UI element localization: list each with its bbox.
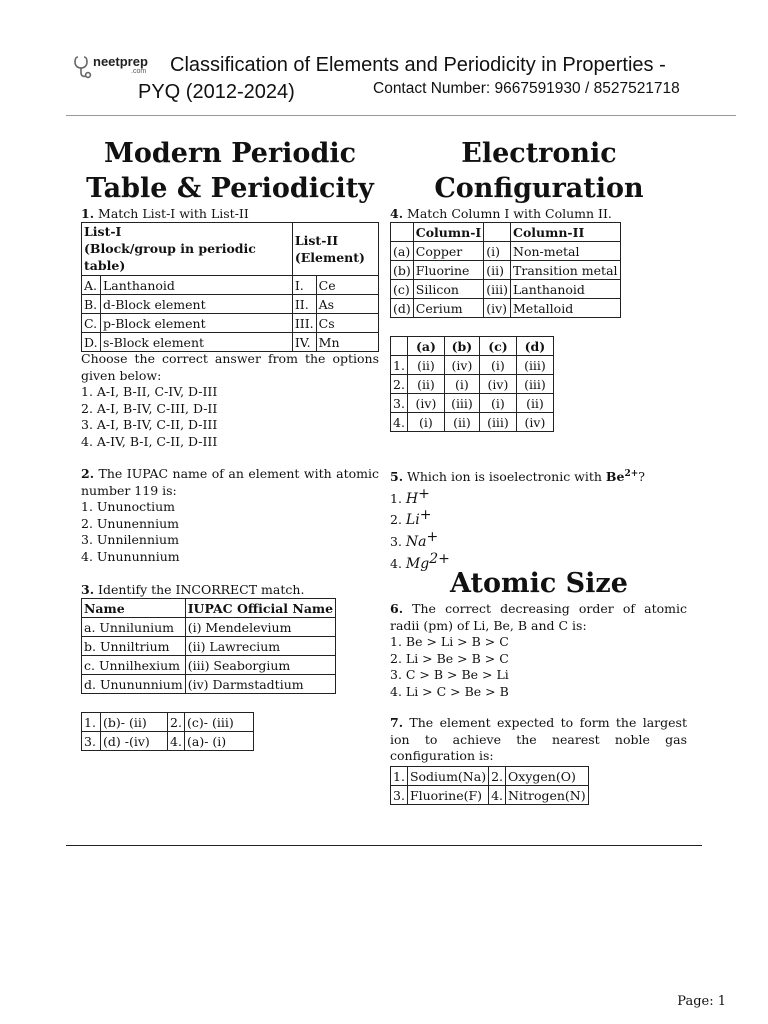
table-row: b. Unniltrium (ii) Lawrecium [82,637,336,656]
section-heading-periodic-table: Modern Periodic Table & Periodicity [86,138,374,204]
table-row: A. Lanthanoid I. Ce [82,276,379,295]
option: 3. Unnilennium [81,532,179,547]
table-row: (c) Silicon (iii) Lanthanoid [391,280,621,299]
question-5: 5. Which ion is isoelectronic with $Be^{2+}$? 1. H+ 2. Li+ 3. Na+ 4. $Mg^{2+}$ [390,466,702,572]
q1-col1-header: List-I (Block/group in periodic table) [82,223,293,276]
table-row: D. s-Block element IV. Mn [82,333,379,352]
option: 3. C > B > Be > Li [390,667,509,682]
document-title-line2: PYQ (2012-2024) [138,81,295,103]
q4-match-table: Column-I Column-II (a) Copper (i) Non-metal (b) Fluorine (ii) Transition metal (c) Silicon (iii) Lanthanoid (d) Cerium (iv) Metalloid [390,222,621,318]
option: 4. A-IV, B-I, C-II, D-III [81,433,218,449]
table-row: 1. Sodium(Na) 2. Oxygen(O) [391,767,589,786]
table-row: d. Unununnium (iv) Darmstadtium [82,675,336,694]
option: 3. Na+ [390,528,439,551]
table-row: 1. (ii) (iv) (i) (iii) [391,356,554,375]
question-2: 2. The IUPAC name of an element with atomic number 119 is: 1. Ununoctium 2. Ununennium 3. Unnilennium 4. Unununnium [81,466,379,564]
option: 1. Ununoctium [81,499,176,514]
section-heading-atomic-size: Atomic Size [450,568,628,599]
option: 2. Li+ [390,507,432,529]
option: 4. Unununnium [81,548,180,564]
option: 2. Ununennium [81,515,179,531]
q1-match-table [81,222,379,352]
section-heading-electronic-config: Electronic Configuration [434,138,644,204]
footer-divider [66,845,702,846]
page-number: Page: 1 [677,994,726,1009]
stethoscope-icon [73,54,95,80]
option: 1. H+ [390,485,430,507]
q1-col2-header: List-II (Element) [292,223,378,276]
table-row: (b) Fluorine (ii) Transition metal [391,261,621,280]
q3-answer-table [81,712,254,751]
document-title: Classification of Elements and Periodicity in Properties - [170,54,666,76]
table-row: 3. (d) -(iv) 4. (a)- (i) [82,732,254,751]
table-row: 2. (ii) (i) (iv) (iii) [391,375,554,394]
table-row: a. Unnilunium (i) Mendelevium [82,618,336,637]
option: 3. A-I, B-IV, C-II, D-III [81,417,218,432]
q4-answer-table: (a) (b) (c) (d) 1. (ii) (iv) (i) (iii) 2. (ii) (i) (iv) (iii) 3. (iv) (iii) (i) (ii) 4. (i) (ii) (iii) (iv) [390,336,554,432]
question-7: 7. The element expected to form the largest ion to achieve the nearest noble gas configuration is: [390,715,687,763]
q3-name-table: Name IUPAC Official Name a. Unnilunium (i) Mendelevium b. Unniltrium (ii) Lawrecium c. Unnilhexium (iii) Seaborgium d. Unununnium (iv) Darmstadtium [81,598,336,694]
option: 2. A-I, B-IV, C-III, D-II [81,400,218,416]
table-row: 3. Fluorine(F) 4. Nitrogen(N) [391,786,589,805]
table-row: 4. (i) (ii) (iii) (iv) [391,413,554,432]
option: 1. Be > Li > B > C [390,634,509,649]
neetprep-logo [73,54,165,80]
header-divider [66,115,736,116]
table-row: c. Unnilhexium (iii) Seaborgium [82,656,336,675]
logo-subtext: .com [131,68,147,75]
table-row: 1. (b)- (ii) 2. (c)- (iii) [82,713,254,732]
table-row: (a) Copper (i) Non-metal [391,242,621,261]
table-row: 3. (iv) (iii) (i) (ii) [391,394,554,413]
question-1: 1. Match List-I with List-II [81,206,249,221]
option: 2. Li > Be > B > C [390,650,509,666]
question-1-options: Choose the correct answer from the options given below: 1. A-I, B-II, C-IV, D-III 2. A-I, B-IV, C-III, D-II 3. A-I, B-IV, C-II, D-III 4. A-IV, B-I, C-II, D-III [81,351,379,449]
table-row: (d) Cerium (iv) Metalloid [391,299,621,318]
option: 4. $Mg^{2+}$ [390,550,450,572]
question-3: 3. Identify the INCORRECT match. [81,582,305,597]
q7-options-table [390,766,589,805]
logo-text: neetprep [93,54,148,69]
table-row: C. p-Block element III. Cs [82,314,379,333]
contact-number: Contact Number: 9667591930 / 8527521718 [373,80,680,97]
option: 4. Li > C > Be > B [390,683,509,699]
question-4: 4. Match Column I with Column II. [390,206,612,221]
question-6: 6. The correct decreasing order of atomic radii (pm) of Li, Be, B and C is: 1. Be > Li > B > C 2. Li > Be > B > C 3. C > B > Be > Li 4. Li > C > Be > B [390,601,687,699]
option: 1. A-I, B-II, C-IV, D-III [81,384,218,399]
table-row: B. d-Block element II. As [82,295,379,314]
